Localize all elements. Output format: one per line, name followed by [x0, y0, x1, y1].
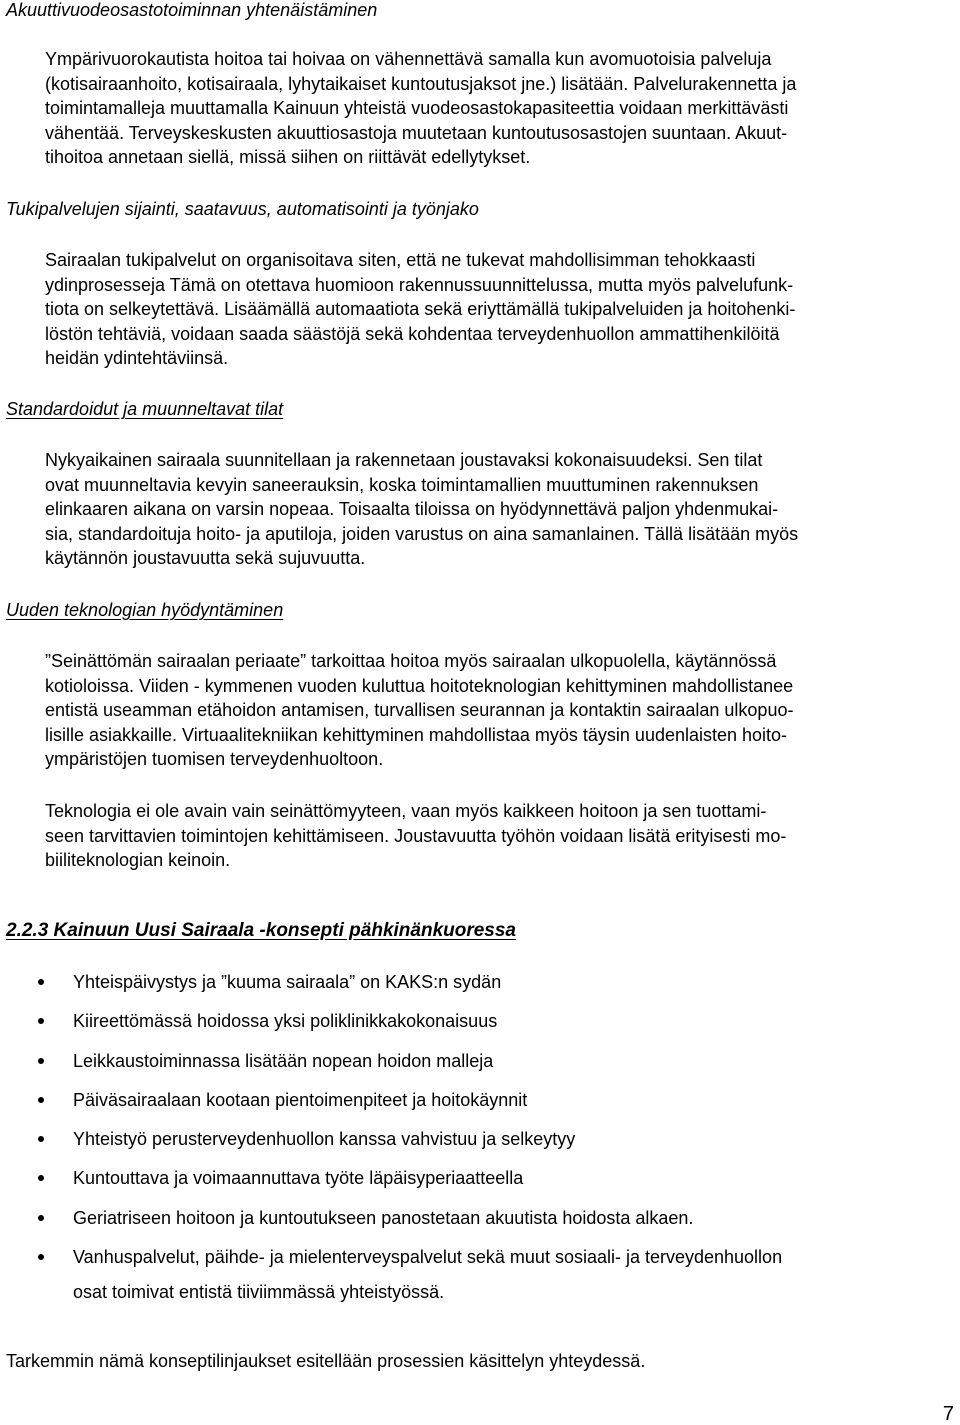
text-line: löstön tehtäviä, voidaan saada säästöjä sekä kohdentaa terveydenhuollon ammattihenkilöitä [45, 323, 780, 344]
text-line: toimintamalleja muuttamalla Kainuun yhteistä vuodeosastokapasiteettia voidaan merkittävästi [45, 98, 789, 118]
page-number: 7 [942, 1403, 954, 1425]
list-item-text: Geriatriseen hoitoon ja kuntoutukseen panostetaan akuutista hoidosta alkaen. [73, 1207, 694, 1228]
text-line: biiliteknologian keinoin. [45, 850, 231, 870]
text-line: ympäristöjen tuomisen terveydenhuoltoon. [45, 749, 384, 769]
list-item [0, 970, 782, 994]
section-heading-uusi-teknologia: Uuden teknologian hyödyntäminen [6, 600, 284, 620]
text-line: ”Seinättömän sairaalan periaate” tarkoittaa hoitoa myös sairaalan ulkopuolella, käytännössä [45, 651, 777, 671]
list-item [0, 1127, 782, 1151]
bullet-icon [38, 1215, 44, 1221]
text-line: elinkaaren aikana on varsin nopeaa. Toisaalta tiloissa on hyödynnettävä paljon yhdenmukai- [45, 499, 779, 519]
text-line: käytännön joustavuutta sekä sujuvuutta. [45, 548, 366, 568]
text-line: ydinprosesseja Tämä on otettava huomioon rakennussuunnittelussa, mutta myös palvelufunk- [45, 274, 794, 295]
text-line: Nykyaikainen sairaala suunnitellaan ja rakennetaan joustavaksi kokonaisuudeksi. Sen tilat [45, 450, 763, 470]
text-line: sia, standardoituja hoito- ja aputiloja, joiden varustus on aina samanlainen. Tällä lisätään myös [45, 523, 799, 544]
bullet-icon [38, 1175, 44, 1181]
bullet-icon [38, 1136, 44, 1142]
list-item-text: osat toimivat entistä tiiviimmässä yhteistyössä. [73, 1282, 445, 1303]
list-item [0, 1206, 782, 1230]
list-item-text: Vanhuspalvelut, päihde- ja mielenterveyspalvelut sekä muut sosiaali- ja terveydenhuollon [73, 1247, 783, 1268]
list-item-text: Kuntouttava ja voimaannuttava työte läpäisyperiaatteella [73, 1168, 524, 1189]
bullet-icon [38, 1254, 44, 1260]
text-line: Sairaalan tukipalvelut on organisoitava siten, että ne tukevat mahdollisimman tehokkaasti [45, 250, 756, 270]
list-item-text: Leikkaustoiminnassa lisätään nopean hoidon malleja [73, 1050, 494, 1071]
text-line: (kotisairaanhoito, kotisairaala, lyhytaikaiset kuntoutusjaksot jne.) lisätään. Palvelurakennetta ja [45, 73, 797, 94]
section-heading-konsepti: 2.2.3 Kainuun Uusi Sairaala -konsepti pähkinänkuoressa [6, 920, 517, 941]
section-heading-tukipalvelut: Tukipalvelujen sijainti, saatavuus, automatisointi ja työnjako [6, 199, 479, 219]
paragraph-standardoidut-tilat [45, 448, 798, 571]
section-heading-akuuttivuodeosasto: Akuuttivuodeosastotoiminnan yhtenäistäminen [6, 0, 378, 20]
text-line: heidän ydintehtäviinsä. [45, 348, 229, 368]
text-line: seen tarvittavien toimintojen kehittämiseen. Joustavuutta työhön voidaan lisätä erityisesti mo- [45, 825, 787, 846]
text-line: vähentää. Terveyskeskusten akuuttiosastoja muutetaan kuntoutusosastojen suuntaan. Akuut- [45, 122, 788, 143]
paragraph-uusi-teknologia-2 [45, 799, 786, 873]
text-line: Teknologia ei ole avain vain seinättömyyteen, vaan myös kaikkeen hoitoon ja sen tuottami- [45, 801, 767, 821]
list-item [0, 1088, 782, 1112]
list-item [0, 1049, 782, 1073]
list-item [0, 1009, 782, 1033]
text-line: kotioloissa. Viiden - kymmenen vuoden kuluttua hoitoteknologian kehittyminen mahdollistanee [45, 675, 794, 696]
list-item-text: Kiireettömässä hoidossa yksi poliklinikkakokonaisuus [73, 1011, 498, 1032]
paragraph-akuuttivuodeosasto [45, 47, 796, 170]
paragraph-uusi-teknologia-1 [45, 649, 793, 772]
bullet-icon [38, 1058, 44, 1064]
closing-sentence: Tarkemmin nämä konseptilinjaukset esitellään prosessien käsittelyn yhteydessä. [6, 1351, 646, 1371]
konsepti-bullet-list [0, 970, 782, 1319]
list-item [0, 1245, 782, 1304]
section-heading-standardoidut-tilat: Standardoidut ja muunneltavat tilat [6, 399, 284, 419]
bullet-icon [38, 979, 44, 985]
list-item-text: Yhteistyö perusterveydenhuollon kanssa vahvistuu ja selkeytyy [73, 1129, 576, 1150]
list-item [0, 1166, 782, 1190]
bullet-icon [38, 1018, 44, 1024]
text-line: tiota on selkeytettävä. Lisäämällä automaatiota sekä eriyttämällä tukipalveluiden ja hoitohenki- [45, 299, 796, 319]
bullet-icon [38, 1097, 44, 1103]
list-item-text: Päiväsairaalaan kootaan pientoimenpiteet ja hoitokäynnit [73, 1089, 528, 1110]
text-line: ovat muunneltavia kevyin saneerauksin, koska toimintamallien muuttuminen rakennuksen [45, 474, 759, 495]
list-item-text: Yhteispäivystys ja ”kuuma sairaala” on KAKS:n sydän [73, 972, 502, 992]
text-line: tihoitoa annetaan siellä, missä siihen on riittävät edellytykset. [45, 147, 531, 167]
text-line: Ympärivuorokautista hoitoa tai hoivaa on vähennettävä samalla kun avomuotoisia palveluja [45, 49, 772, 69]
text-line: entistä useamman etähoidon antamisen, turvallisen seurannan ja kontaktin sairaalan ulkopuo- [45, 700, 794, 720]
paragraph-tukipalvelut [45, 248, 795, 371]
text-line: lisille asiakkaille. Virtuaalitekniikan kehittyminen mahdollistaa myös täysin uudenlaisten hoito- [45, 724, 788, 745]
